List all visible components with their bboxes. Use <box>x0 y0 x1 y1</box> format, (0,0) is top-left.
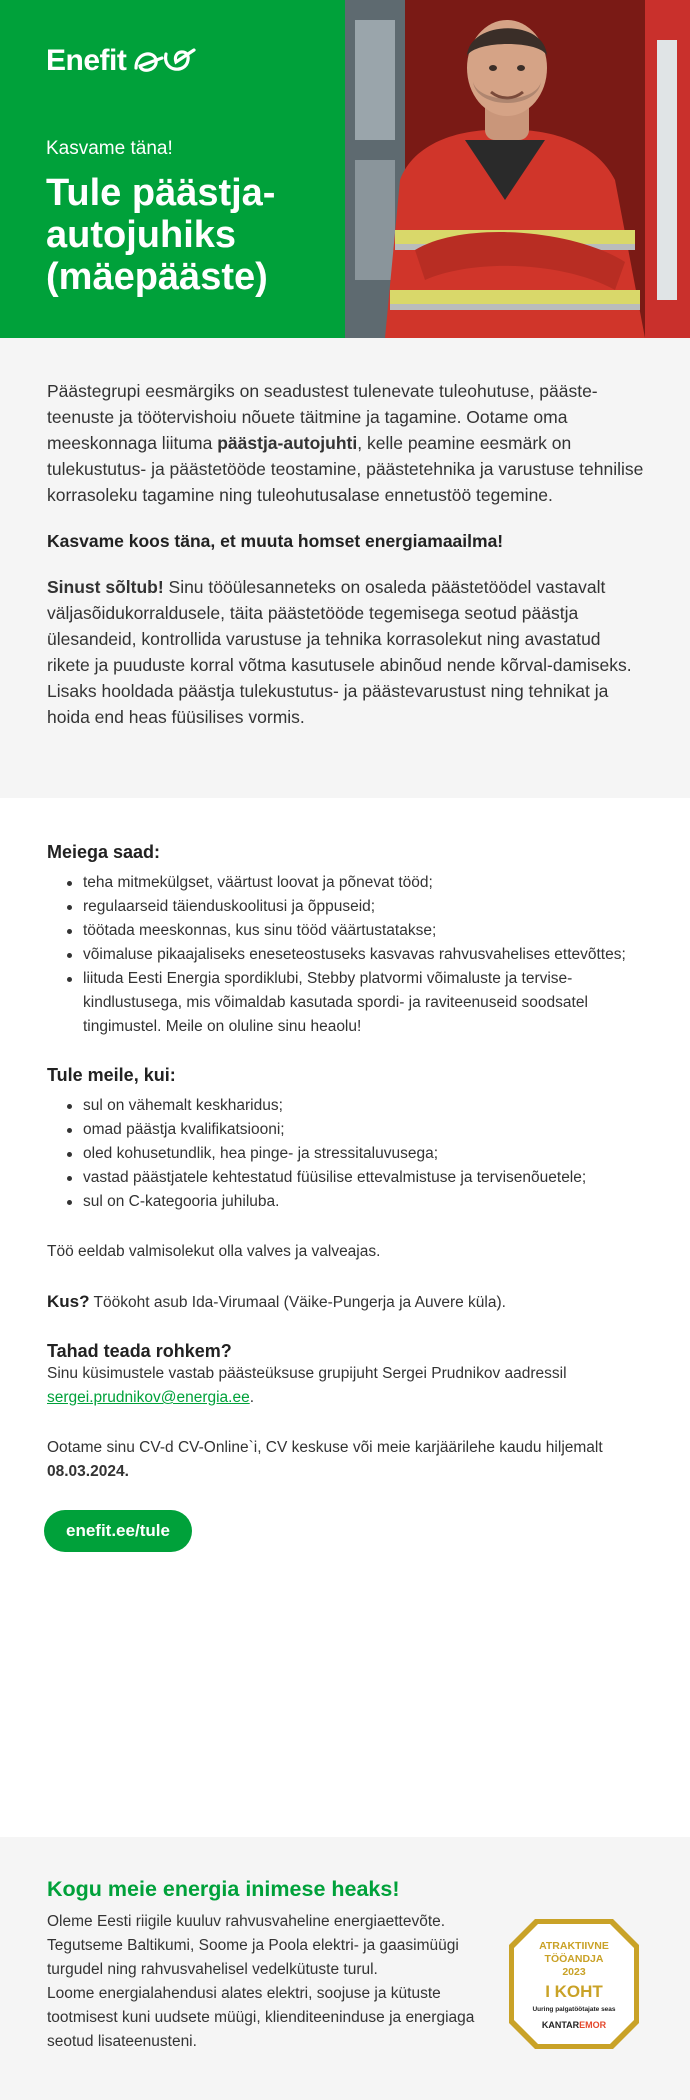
intro-role: päästja-autojuhti <box>217 433 358 453</box>
list-item: teha mitmekülgset, väärtust loovat ja põnevat tööd; <box>65 871 644 895</box>
location-text: Töökoht asub Ida-Virumaal (Väike-Pungerja ja Auvere küla). <box>89 1294 506 1311</box>
apply-text: Ootame sinu CV-d CV-Online`i, CV keskuse või meie karjäärilehe kaudu hiljemalt <box>47 1439 603 1456</box>
offer-heading: Meiega saad: <box>47 842 161 862</box>
intro-text-a: Päästegrupi eesmärgiks on seadustest tulenevate tuleohutuse, pääste-teenuste ja töötervishoiu nõuete täitmine ja tagamine. Ootame oma meeskonnaga liituma <box>47 381 598 453</box>
intro-text-b: , kelle peamine eesmärk on tulekustutus- ja päästetööde teostamine, päästetehnika ja varustuse tehnilise korrasoleku tagamine ning tuleohutusalase ennetustöö tegemine. <box>47 433 644 505</box>
apply-button[interactable]: enefit.ee/tule <box>44 1510 192 1552</box>
duties-paragraph <box>47 574 644 730</box>
firefighter-illustration <box>345 0 690 338</box>
intro-slogan: Kasvame koos täna, et muuta homset energiamaailma! <box>47 531 504 551</box>
list-item: regulaarseid täienduskoolitusi ja õppuseid; <box>65 895 644 919</box>
apply-info <box>47 1436 644 1484</box>
badge-brand-2: EMOR <box>579 2020 607 2030</box>
contact-end: . <box>249 1389 255 1406</box>
employer-award-badge <box>507 1917 641 2051</box>
intro-paragraph <box>47 378 644 508</box>
badge-brand-1: KANTAR <box>541 2020 580 2030</box>
offer-list <box>65 871 644 1039</box>
list-item: omad päästja kvalifikatsiooni; <box>65 1118 644 1142</box>
badge-line-2: TÖÖANDJA <box>544 1953 604 1965</box>
list-item: sul on C-kategooria juhiluba. <box>65 1190 644 1214</box>
firefighter-photo <box>345 0 690 338</box>
contact-info <box>47 1362 644 1410</box>
badge-brand <box>542 2020 607 2030</box>
apply-deadline: 08.03.2024. <box>47 1463 129 1480</box>
hero-title: Tule päästja-autojuhiks (mäepääste) <box>46 172 276 298</box>
list-item: oled kohusetundlik, hea pinge- ja stressitaluvusega; <box>65 1142 644 1166</box>
hero-panel <box>0 0 345 338</box>
contact-text: Sinu küsimustele vastab päästeüksuse grupijuht Sergei Prudnikov aadressil <box>47 1365 567 1382</box>
badge-line-1: ATRAKTIIVNE <box>539 1940 609 1952</box>
duty-note: Töö eeldab valmisolekut olla valves ja valveajas. <box>47 1243 381 1260</box>
contact-email-link[interactable]: sergei.prudnikov@energia.ee <box>47 1389 250 1406</box>
about-heading: Kogu meie energia inimese heaks! <box>47 1877 400 1901</box>
requirements-list <box>65 1094 644 1214</box>
duties-text: Sinu tööülesanneteks on osaleda päästetöödel vastavalt väljasõidukorraldusele, täita päästetööde tegemisega seotud päästja ülesandeid, kontrollida varustuse ja tehnika korrasolekut ning avastatud rikete ja puuduste korral võtma kasutusele abinõud nende kõrval-damiseks. Lisaks hooldada päästja tulekustutus- ja päästevarustust ning tehnikat ja hoida end heas füüsilises vormis. <box>47 577 632 727</box>
requirements-heading: Tule meile, kui: <box>47 1065 176 1085</box>
badge-rank: I KOHT <box>545 1982 603 2001</box>
logo-text: Enefit <box>46 44 127 77</box>
contact-heading: Tahad teada rohkem? <box>47 1341 232 1361</box>
about-section <box>0 1837 690 2100</box>
list-item: sul on vähemalt keskharidus; <box>65 1094 644 1118</box>
about-text-1: Oleme Eesti riigile kuuluv rahvusvaheline energiaettevõte. Tegutseme Baltikumi, Soome ja Poola elektri- ja gaasimüügi turgudel ning rahvusvahelisel vedelkütuste turul. <box>47 1913 459 1978</box>
list-item: töötada meeskonnas, kus sinu tööd väärtustatakse; <box>65 919 644 943</box>
list-item: liituda Eesti Energia spordiklubi, Stebby platvormi võimaluste ja tervise-kindlustusega, mis võimaldab kasutada spordi- ja raviteenuseid soodsatel tingimustel. Meile on oluline sinu heaolu! <box>65 967 644 1039</box>
badge-year: 2023 <box>562 1966 586 1978</box>
list-item: võimaluse pikaajaliseks eneseteostuseks kasvavas rahvusvahelises ettevõttes; <box>65 943 644 967</box>
location-label: Kus? <box>47 1292 90 1311</box>
location-info <box>47 1290 644 1315</box>
details-section <box>0 798 690 1837</box>
list-item: vastad päästjatele kehtestatud füüsilise ettevalmistuse ja tervisenõuetele; <box>65 1166 644 1190</box>
intro-section <box>0 338 690 798</box>
about-text-2: Loome energialahendusi alates elektri, soojuse ja kütuste tootmisest kuni uudsete müügi, klienditeeninduse ja energiaga seotud lisateenusteni. <box>47 1985 475 2050</box>
hero-kicker: Kasvame täna! <box>46 138 173 159</box>
logo-mark-icon <box>132 44 198 78</box>
hero <box>0 0 690 338</box>
duties-label: Sinust sõltub! <box>47 577 164 597</box>
badge-sub: Uuring palgatöötajate seas <box>532 2006 616 2013</box>
enefit-logo[interactable] <box>46 44 198 78</box>
